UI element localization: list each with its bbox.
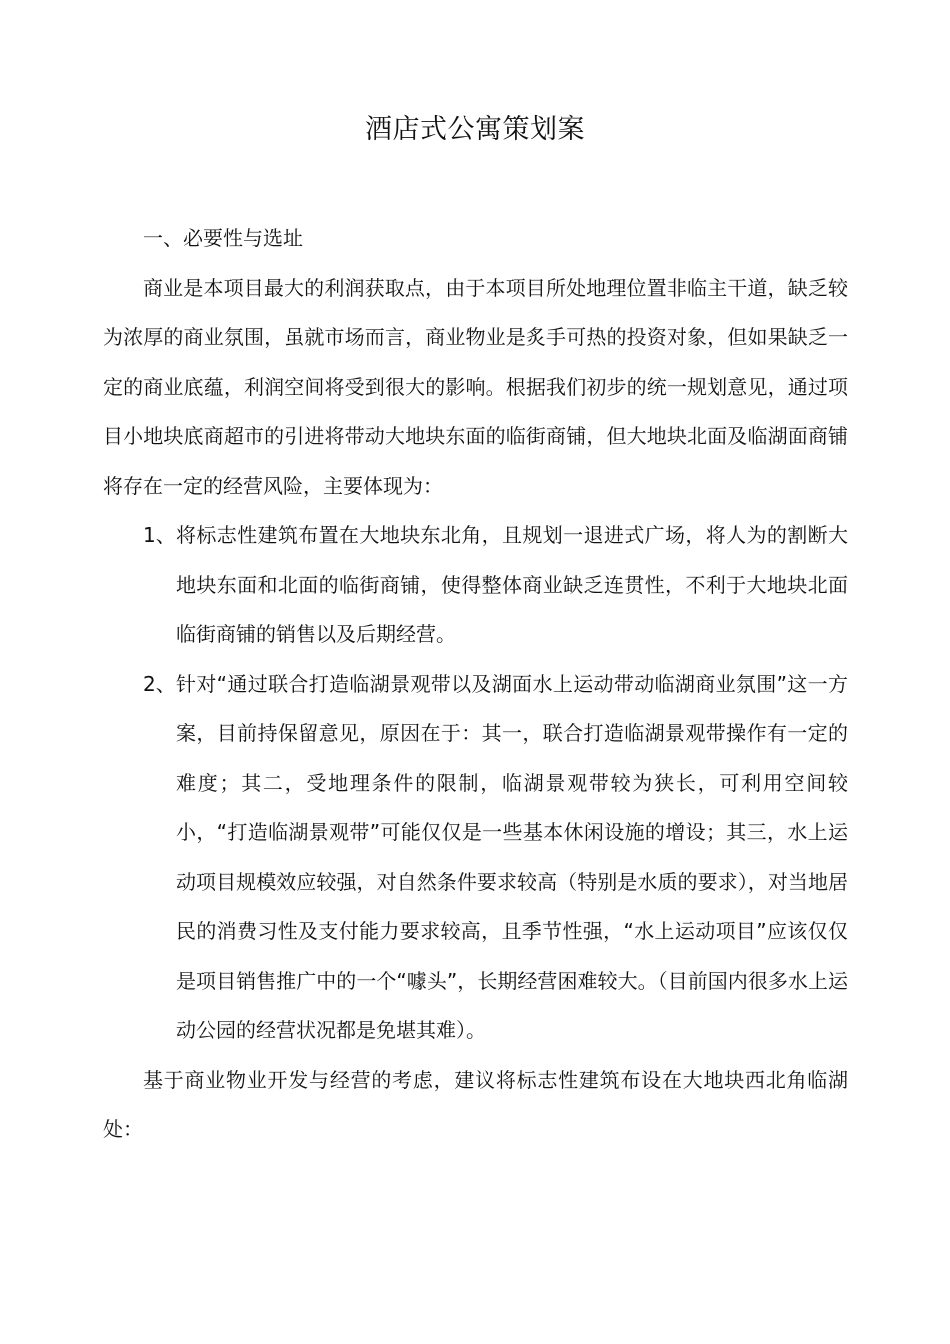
intro-paragraph: 商业是本项目最大的利润获取点，由于本项目所处地理位置非临主干道，缺乏较为浓厚的商业氛围，虽就市场而言，商业物业是炙手可热的投资对象，但如果缺乏一定的商业底蕴，利润空间将受到很大的影响。根据我们初步的统一规划意见，通过项目小地块底商超市的引进将带动大地块东面的临街商铺，但大地块北面及临湖面商铺将存在一定的经营风险，主要体现为： [103, 275, 848, 498]
list-item-text: 针对“通过联合打造临湖景观带以及湖面水上运动带动临湖商业氛围”这一方案，目前持保留意见，原因在于：其一，联合打造临湖景观带操作有一定的难度；其二，受地理条件的限制，临湖景观带较为狭长，可利用空间较小，“打造临湖景观带”可能仅仅是一些基本休闲设施的增设；其三，水上运动项目规模效应较强，对自然条件要求较高（特别是水质的要求），对当地居民的消费习性及支付能力要求较高，且季节性强，“水上运动项目”应该仅仅是项目销售推广中的一个“噱头”，长期经营困难较大。（目前国内很多水上运动公园的经营状况都是免堪其难）。 [176, 671, 848, 1042]
list-item [103, 660, 848, 1056]
list-item [103, 511, 848, 660]
list-item-number: 1、 [143, 523, 176, 547]
document-title: 酒店式公寓策划案 [365, 114, 585, 145]
closing-paragraph: 基于商业物业开发与经营的考虑，建议将标志性建筑布设在大地块西北角临湖处： [103, 1067, 848, 1141]
risk-list [103, 511, 848, 1056]
list-item-text: 将标志性建筑布置在大地块东北角，且规划一退进式广场，将人为的割断大地块东面和北面的临街商铺，使得整体商业缺乏连贯性，不利于大地块北面临街商铺的销售以及后期经营。 [176, 523, 848, 646]
section-heading: 一、必要性与选址 [143, 226, 303, 250]
list-item-number: 2、 [143, 671, 176, 696]
document-body [103, 214, 848, 1155]
